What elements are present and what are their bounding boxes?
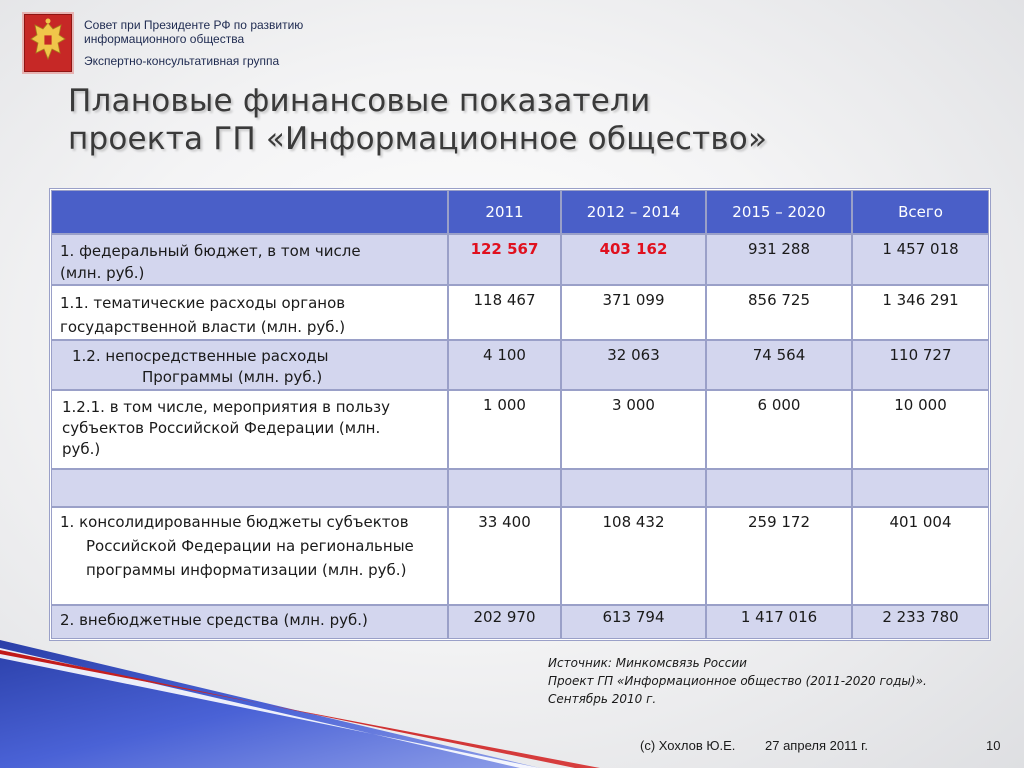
footer-author: (c) Хохлов Ю.Е.: [640, 738, 736, 753]
cell-value: 4 100: [448, 340, 561, 390]
coat-of-arms-emblem: [24, 14, 72, 72]
row-label-line: программы информатизации (млн. руб.): [86, 561, 407, 579]
source-note: [548, 654, 927, 708]
page-number: 10: [986, 738, 1001, 753]
cell-value: 931 288: [706, 234, 852, 285]
financial-indicators-table: [50, 189, 990, 640]
footer-date: 27 апреля 2011 г.: [765, 738, 868, 753]
table-row-empty: [51, 469, 989, 507]
cell-value: 3 000: [561, 390, 706, 469]
row-label-line: 2. внебюджетные средства (млн. руб.): [60, 611, 368, 629]
cell-value: 856 725: [706, 285, 852, 340]
empty-cell: [561, 469, 706, 507]
slide-title: [68, 82, 767, 158]
row-label-line: Российской Федерации на региональные: [86, 537, 414, 555]
source-line-1: Источник: Минкомсвязь России: [548, 656, 747, 670]
table-row: [51, 605, 989, 639]
cell-value: 401 004: [852, 507, 989, 605]
cell-value: 32 063: [561, 340, 706, 390]
column-header-2015-2020: 2015 – 2020: [706, 190, 852, 234]
row-label-line: (млн. руб.): [60, 264, 145, 282]
cell-value: 613 794: [561, 605, 706, 639]
cell-value: 1 346 291: [852, 285, 989, 340]
organization-name: [84, 18, 303, 46]
cell-value: 74 564: [706, 340, 852, 390]
row-label-line: государственной власти (млн. руб.): [60, 318, 346, 336]
table-row: [51, 390, 989, 469]
cell-value: 1 457 018: [852, 234, 989, 285]
row-label-line: 1.1. тематические расходы органов: [60, 294, 346, 312]
table-row: [51, 234, 989, 285]
blue-band: [0, 640, 540, 768]
column-header-label: [51, 190, 448, 234]
table-row: [51, 340, 989, 390]
table-row: [51, 285, 989, 340]
cell-value: 2 233 780: [852, 605, 989, 639]
slide-title-line-2: проекта ГП «Информационное общество»: [68, 121, 768, 157]
column-header-2011: 2011: [448, 190, 561, 234]
cell-value: 1 000: [448, 390, 561, 469]
row-label-line: 1. консолидированные бюджеты субъектов: [60, 513, 409, 531]
organization-line-2: информационного общества: [84, 32, 245, 46]
row-label-line: 1.2. непосредственные расходы: [72, 347, 329, 365]
column-header-total: Всего: [852, 190, 989, 234]
row-label-line: Программы (млн. руб.): [142, 368, 323, 386]
organization-subgroup: Экспертно-консультативная группа: [84, 54, 280, 68]
source-line-3: Сентябрь 2010 г.: [548, 692, 657, 706]
cell-value: 403 162: [561, 234, 706, 285]
empty-cell: [706, 469, 852, 507]
source-line-2: Проект ГП «Информационное общество (2011-2020 годы)».: [548, 674, 927, 688]
row-label: [51, 605, 448, 639]
row-label: [51, 234, 448, 285]
cell-value: 202 970: [448, 605, 561, 639]
row-label: [51, 390, 448, 469]
cell-value: 1 417 016: [706, 605, 852, 639]
row-label-line: 1. федеральный бюджет, в том числе: [60, 242, 361, 260]
row-label-line: руб.): [62, 440, 101, 458]
row-label: [51, 340, 448, 390]
cell-value: 6 000: [706, 390, 852, 469]
row-label-line: субъектов Российской Федерации (млн.: [62, 419, 381, 437]
cell-value: 371 099: [561, 285, 706, 340]
cell-value: 110 727: [852, 340, 989, 390]
cell-value: 259 172: [706, 507, 852, 605]
row-label: [51, 285, 448, 340]
cell-value: 118 467: [448, 285, 561, 340]
empty-cell: [51, 469, 448, 507]
cell-value: 122 567: [448, 234, 561, 285]
table-header-row: [51, 190, 989, 234]
column-header-2012-2014: 2012 – 2014: [561, 190, 706, 234]
cell-value: 10 000: [852, 390, 989, 469]
cell-value: 108 432: [561, 507, 706, 605]
cell-value: 33 400: [448, 507, 561, 605]
row-label: [51, 507, 448, 605]
empty-cell: [448, 469, 561, 507]
table-row: [51, 507, 989, 605]
empty-cell: [852, 469, 989, 507]
row-label-line: 1.2.1. в том числе, мероприятия в пользу: [62, 398, 391, 416]
slide-title-line-1: Плановые финансовые показатели: [68, 83, 651, 119]
organization-line-1: Совет при Президенте РФ по развитию: [84, 18, 304, 32]
